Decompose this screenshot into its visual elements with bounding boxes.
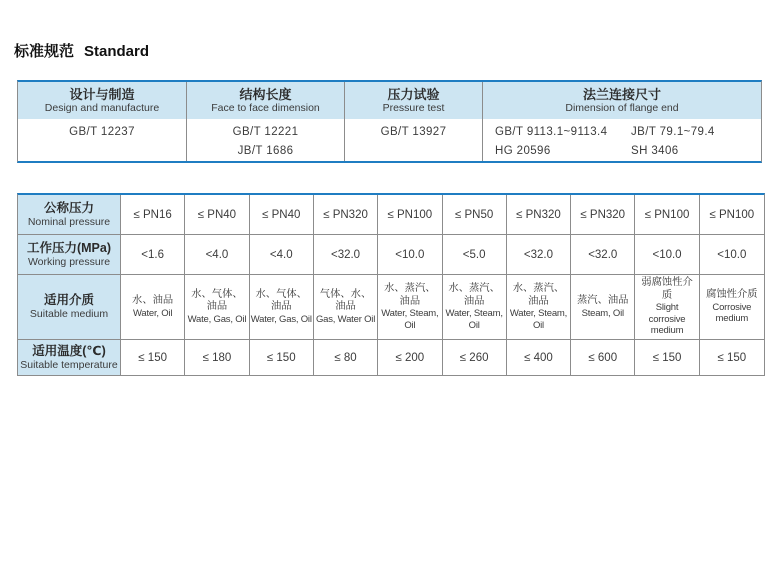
table-cell: ≤ 80 <box>314 340 378 375</box>
table-cell: ≤ 150 <box>121 340 185 375</box>
table-cell: ≤ PN320 <box>507 195 571 235</box>
table-cell: 弱腐蚀性介质 Slight corrosive medium <box>635 275 699 340</box>
table-cell: <5.0 <box>443 235 507 275</box>
cell-flange-standards: GB/T 9113.1~9113.4 HG 20596 JB/T 79.1~79.4 SH 3406 <box>495 126 715 157</box>
table-cell: ≤ 400 <box>507 340 571 375</box>
table-cell: ≤ 260 <box>443 340 507 375</box>
row-label-nominal-pressure: 公称压力 Nominal pressure <box>18 195 121 235</box>
table-cell: 腐蚀性介质 Corrosive medium <box>700 275 764 340</box>
table-cell: ≤ PN320 <box>571 195 635 235</box>
row-label-suitable-temperature: 适用温度(℃) Suitable temperature <box>18 340 121 375</box>
table-cell: <10.0 <box>378 235 442 275</box>
table-cell: ≤ PN320 <box>314 195 378 235</box>
table-cell: 水、蒸汽、油品 Water, Steam, Oil <box>443 275 507 340</box>
page-title-en: Standard <box>84 43 150 60</box>
table-cell: <4.0 <box>185 235 249 275</box>
table-cell: ≤ PN100 <box>700 195 764 235</box>
table-cell: ≤ PN40 <box>250 195 314 235</box>
cell-design-standard: GB/T 12237 <box>18 119 187 161</box>
table-cell: 水、蒸汽、油品 Water, Steam, Oil <box>507 275 571 340</box>
table-cell: ≤ 200 <box>378 340 442 375</box>
header-face-to-face: 结构长度 Face to face dimension <box>187 82 345 119</box>
table-cell: <1.6 <box>121 235 185 275</box>
table-cell: <32.0 <box>314 235 378 275</box>
table-cell: 水、油品 Water, Oil <box>121 275 185 340</box>
table-cell: ≤ 150 <box>250 340 314 375</box>
table-cell: ≤ 180 <box>185 340 249 375</box>
table-cell: ≤ PN100 <box>635 195 699 235</box>
standards-table-body <box>18 119 761 161</box>
spec-table <box>17 193 765 376</box>
table-cell: <10.0 <box>635 235 699 275</box>
page-title <box>14 40 149 61</box>
table-cell: 气体、水、油品 Gas, Water Oil <box>314 275 378 340</box>
table-cell: 水、气体、油品 Wate, Gas, Oil <box>185 275 249 340</box>
header-flange-end: 法兰连接尺寸 Dimension of flange end <box>565 86 679 114</box>
header-pressure-test: 压力试验 Pressure test <box>345 82 483 119</box>
table-cell: ≤ PN50 <box>443 195 507 235</box>
table-cell: 蒸汽、油品 Steam, Oil <box>571 275 635 340</box>
cell-face-standard: GB/T 12221 JB/T 1686 <box>187 119 345 161</box>
table-cell: <32.0 <box>571 235 635 275</box>
header-design-manufacture: 设计与制造 Design and manufacture <box>18 82 187 119</box>
table-cell: 水、蒸汽、油品 Water, Steam, Oil <box>378 275 442 340</box>
table-cell: ≤ 600 <box>571 340 635 375</box>
table-cell: ≤ 150 <box>635 340 699 375</box>
table-cell: ≤ PN40 <box>185 195 249 235</box>
row-label-working-pressure: 工作压力(MPa) Working pressure <box>18 235 121 275</box>
standards-table <box>17 80 762 163</box>
table-cell: ≤ PN100 <box>378 195 442 235</box>
row-label-suitable-medium: 适用介质 Suitable medium <box>18 275 121 340</box>
table-cell: 水、气体、油品 Water, Gas, Oil <box>250 275 314 340</box>
standards-table-header <box>18 82 761 119</box>
table-cell: ≤ 150 <box>717 351 747 364</box>
cell-pressure-standard: GB/T 13927 <box>345 119 483 161</box>
table-cell: <10.0 <box>700 235 764 275</box>
page-title-zh: 标准规范 <box>14 43 75 60</box>
table-cell: ≤ PN16 <box>121 195 185 235</box>
table-cell: <32.0 <box>507 235 571 275</box>
table-cell: <4.0 <box>250 235 314 275</box>
